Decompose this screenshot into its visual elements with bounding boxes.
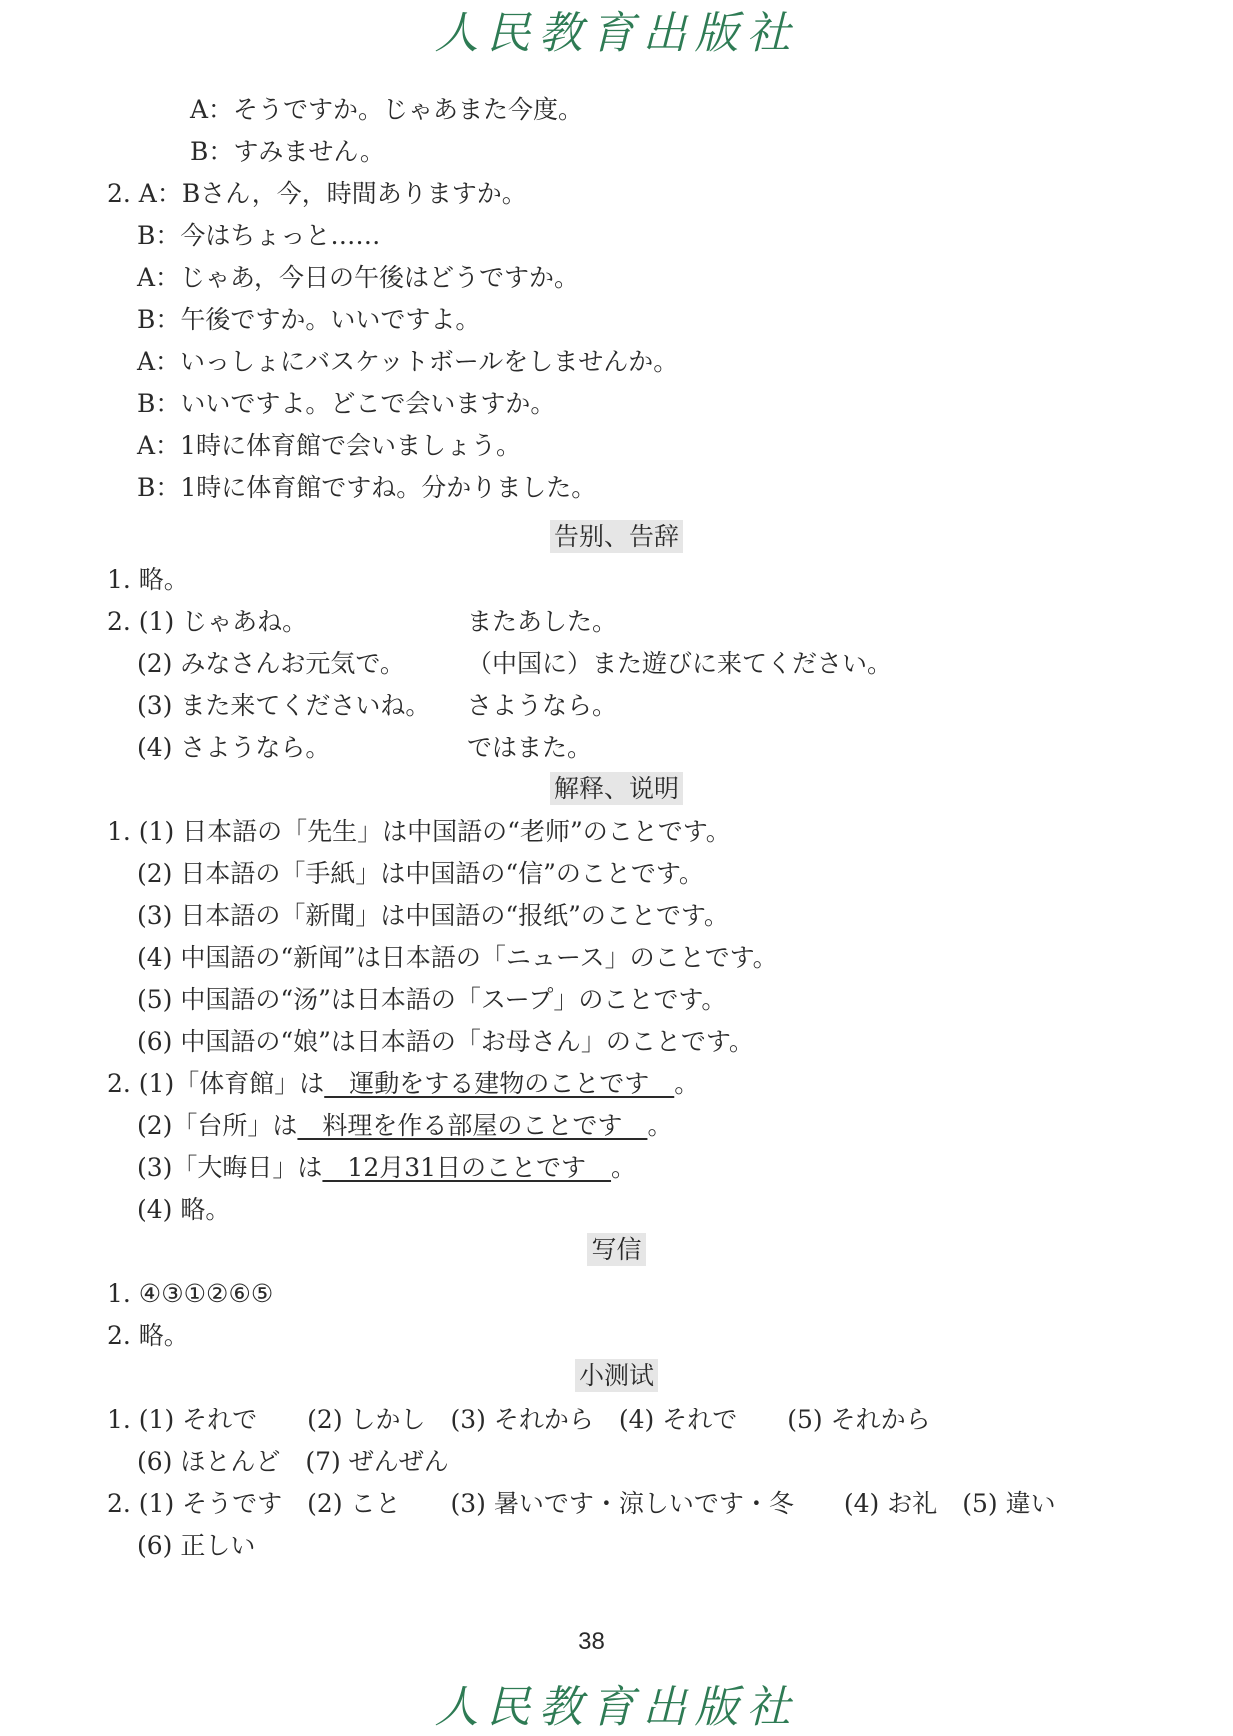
dialog-line: 2. A：Bさん，今，時間ありますか。 [107,179,527,208]
underlined-answer: 運動をする建物のことです [324,1069,675,1098]
publisher-logo-header: 人民教育出版社 [434,8,799,59]
answer-line [137,1113,672,1138]
section-heading-label: 告别、告辞 [550,520,683,553]
section-heading [0,524,1233,549]
answer-line: （中国に）また遊びに来てください。 [467,649,893,678]
dialog-line: A：そうですか。じゃあまた今度。 [190,95,584,124]
answer-line: (3) また来てくださいね。 [137,691,431,720]
answer-line: (6) ほとんど (7) ぜんぜん [137,1447,449,1476]
answer-suffix: 。 [647,1111,673,1140]
answer-line: (6) 正しい [137,1531,256,1560]
dialog-line: B：すみません。 [190,137,385,166]
dialog-line: A：じゃあ，今日の午後はどうですか。 [137,263,580,292]
answer-suffix: 。 [611,1153,637,1182]
section-heading-label: 写信 [587,1233,645,1266]
answer-prefix: 2. (1)「体育館」は [107,1069,325,1098]
answer-line: (4) 略。 [137,1195,231,1224]
answer-prefix: (3)「大晦日」は [137,1153,323,1182]
answer-line: (5) 中国語の“汤”は日本語の「スープ」のことです。 [137,985,727,1014]
answer-line: 1. (1) 日本語の「先生」は中国語の“老师”のことです。 [107,817,731,846]
page-number: 38 [578,1628,605,1655]
publisher-logo-footer: 人民教育出版社 [434,1682,799,1733]
dialog-line: A：1時に体育館で会いましょう。 [137,431,521,460]
section-heading [0,776,1233,801]
dialog-line: B：今はちょっと…… [137,221,381,250]
answer-line: 2. 略。 [107,1321,189,1350]
underlined-answer: 料理を作る部屋のことです [297,1111,648,1140]
answer-line: ではまた。 [467,733,593,762]
answer-line: またあした。 [467,607,618,636]
section-heading-label: 解释、说明 [550,772,683,805]
answer-line [107,1071,699,1096]
section-heading [0,1363,1233,1388]
dialog-line: A：いっしょにバスケットボールをしませんか。 [137,347,679,376]
answer-line: (2) 日本語の「手紙」は中国語の“信”のことです。 [137,859,704,888]
dialog-line: B：1時に体育館ですね。分かりました。 [137,473,597,502]
dialog-line: B：いいですよ。どこで会いますか。 [137,389,556,418]
answer-suffix: 。 [674,1069,700,1098]
answer-line: 2. (1) そうです (2) こと (3) 暑いです・涼しいです・冬 (4) お礼 (5) 違い [107,1489,1056,1518]
dialog-line: B：午後ですか。いいですよ。 [137,305,481,334]
answer-line: 2. (1) じゃあね。 [107,607,308,636]
underlined-answer: 12月31日のことです [322,1153,612,1182]
section-heading [0,1237,1233,1262]
answer-line: (3) 日本語の「新聞」は中国語の“报纸”のことです。 [137,901,729,930]
answer-line: (4) さようなら。 [137,733,331,762]
answer-line: (6) 中国語の“娘”は日本語の「お母さん」のことです。 [137,1027,754,1056]
answer-line: (4) 中国語の“新闻”は日本語の「ニュース」のことです。 [137,943,778,972]
answer-line [137,1155,636,1180]
answer-line: さようなら。 [467,691,618,720]
answer-line: (2) みなさんお元気で。 [137,649,405,678]
section-heading-label: 小测试 [575,1359,658,1392]
answer-line: 1. (1) それで (2) しかし (3) それから (4) それで (5) それから [107,1405,931,1434]
answer-prefix: (2)「台所」は [137,1111,298,1140]
answer-line: 1. ④③①②⑥⑤ [107,1279,274,1308]
answer-line: 1. 略。 [107,565,189,594]
